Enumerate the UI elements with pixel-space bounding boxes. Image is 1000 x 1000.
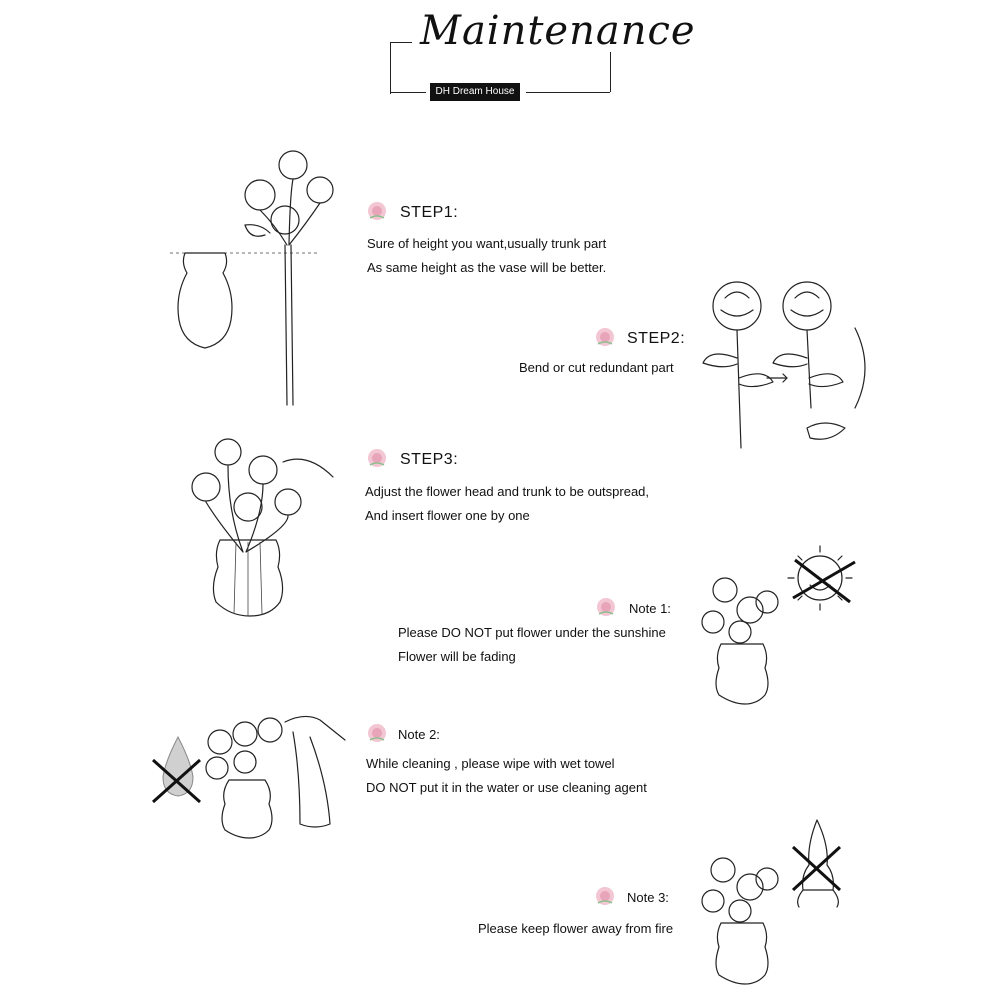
note3-line-1: Please keep flower away from fire — [478, 921, 674, 936]
peony-icon — [245, 151, 333, 245]
vase-icon — [716, 923, 768, 984]
vase-icon — [222, 780, 272, 838]
step1-line-2: As same height as the vase will be better. — [367, 260, 607, 275]
step3-arrange-illustration — [188, 432, 338, 622]
title-bracket-left — [390, 42, 391, 94]
fire-icon — [798, 820, 839, 907]
note2-line-1: While cleaning , please wipe with wet towel — [366, 756, 615, 771]
note1-line-2: Flower will be fading — [398, 649, 516, 664]
note2-title: Note 2: — [398, 727, 440, 742]
flower-bullet-icon — [594, 326, 616, 348]
note3-title: Note 3: — [627, 890, 669, 905]
peony-icon — [703, 282, 773, 448]
brand-badge: DH Dream House — [430, 83, 520, 101]
vase-icon — [178, 253, 232, 348]
note2-line-2: DO NOT put it in the water or use cleaning agent — [366, 780, 647, 795]
step3-title: STEP3: — [400, 451, 459, 468]
step3-line-2: And insert flower one by one — [365, 508, 530, 523]
note2-water-illustration — [145, 712, 355, 842]
step1-line-1: Sure of height you want,usually trunk part — [367, 236, 607, 251]
prohibited-cross-icon — [793, 847, 840, 890]
flower-bullet-icon — [594, 885, 616, 907]
title-bracket-bottom-left — [390, 92, 426, 93]
title-bracket-bottom-right — [526, 92, 610, 93]
peony-icon — [773, 282, 865, 439]
flower-bullet-icon — [366, 200, 388, 222]
peony-icon — [702, 858, 778, 922]
peony-icon — [192, 439, 301, 552]
note1-sun-illustration — [695, 540, 865, 705]
note1-line-1: Please DO NOT put flower under the sunshine — [398, 625, 666, 640]
note3-fire-illustration — [695, 815, 855, 987]
step2-title: STEP2: — [627, 330, 686, 347]
note1-title: Note 1: — [629, 601, 671, 616]
peony-icon — [702, 578, 778, 643]
step2-cut-stem-illustration — [695, 278, 875, 458]
step1-title: STEP1: — [400, 204, 459, 221]
flower-bullet-icon — [366, 722, 388, 744]
flower-bullet-icon — [595, 596, 617, 618]
vase-icon — [716, 644, 768, 704]
title-bracket-top — [390, 42, 412, 43]
flower-bullet-icon — [366, 447, 388, 469]
peony-icon — [206, 718, 282, 779]
title-bracket-right — [610, 52, 611, 92]
step1-vase-flower-illustration — [165, 145, 345, 415]
step3-line-1: Adjust the flower head and trunk to be outspread, — [365, 484, 650, 499]
page-title: Maintenance — [420, 8, 696, 54]
step2-line-1: Bend or cut redundant part — [519, 360, 674, 375]
